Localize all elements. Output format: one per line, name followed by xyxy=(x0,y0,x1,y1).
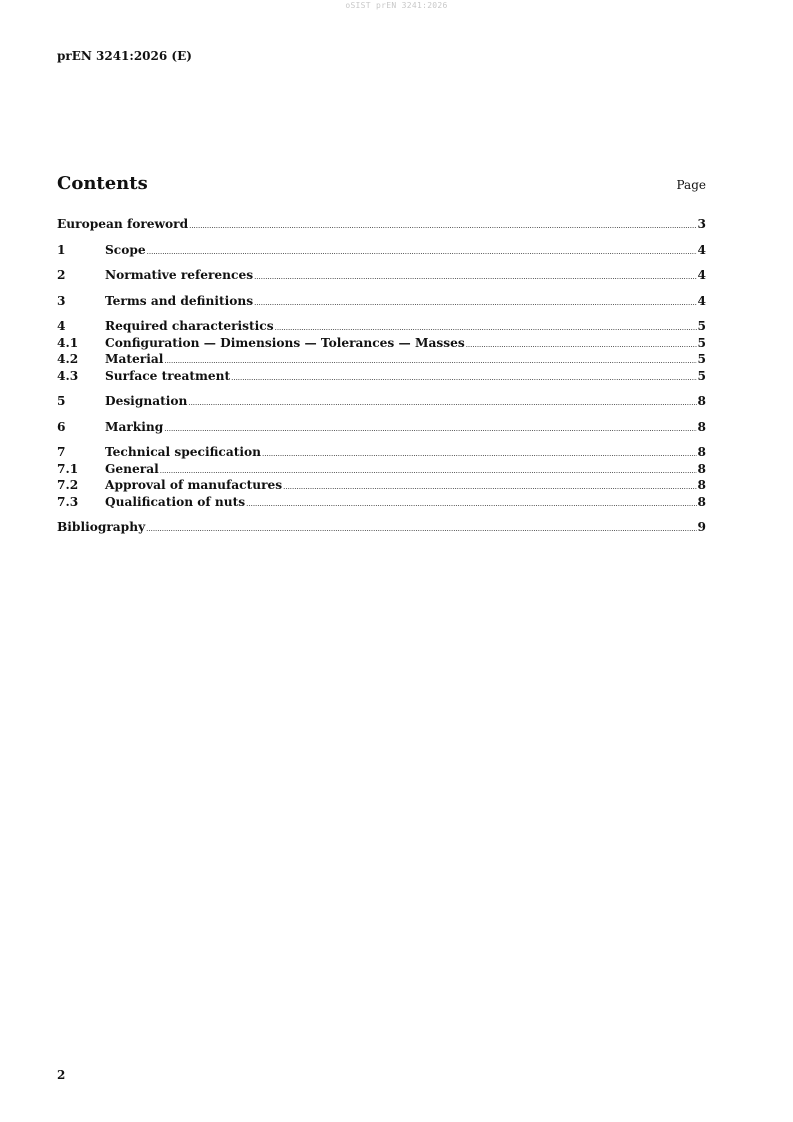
toc-entry[interactable] xyxy=(57,419,706,436)
toc-entry[interactable] xyxy=(57,368,706,385)
toc-entry-page: 4 xyxy=(697,242,706,257)
toc-entry-title: Surface treatment xyxy=(105,368,231,383)
toc-entry-title: Qualification of nuts xyxy=(105,494,246,509)
toc-entry[interactable] xyxy=(57,477,706,494)
toc-entry[interactable] xyxy=(57,444,706,461)
toc-entry-title: Scope xyxy=(105,242,146,257)
toc-entry-page: 8 xyxy=(697,478,706,492)
toc-dot-leader xyxy=(147,244,697,261)
toc-entry-title: Configuration — Dimensions — Tolerances — Masses xyxy=(105,335,465,350)
toc-entry[interactable] xyxy=(57,393,706,410)
toc-entry-number: 4.2 xyxy=(57,352,79,366)
toc-entry-number: 7.1 xyxy=(57,461,79,476)
toc-dot-leader xyxy=(262,446,697,463)
toc-entry[interactable] xyxy=(57,242,706,259)
contents-title: Contents xyxy=(57,173,148,194)
toc-entry-title: Normative references xyxy=(105,268,254,282)
toc-dot-leader xyxy=(164,421,696,438)
toc-entry[interactable] xyxy=(57,461,706,478)
toc-dot-leader xyxy=(254,295,696,312)
toc-dot-leader xyxy=(254,269,696,286)
toc-entry-page: 8 xyxy=(697,419,706,434)
toc-entry-title: Technical specification xyxy=(105,445,262,459)
toc-dot-leader xyxy=(246,496,696,513)
toc-entry-number: 7.2 xyxy=(57,478,79,492)
toc-entry[interactable] xyxy=(57,351,706,368)
toc-entry[interactable] xyxy=(57,519,706,536)
toc-entry-title: Material xyxy=(105,352,164,366)
toc-dot-leader xyxy=(146,521,696,538)
toc-dot-leader xyxy=(283,479,696,496)
toc-entry-title: Bibliography xyxy=(57,520,146,534)
toc-entry-title: Terms and definitions xyxy=(105,293,254,308)
toc-entry-page: 5 xyxy=(697,352,706,366)
toc-entry-number: 4.3 xyxy=(57,368,79,383)
toc-entry-title: General xyxy=(105,461,159,476)
toc-entry-page: 3 xyxy=(697,217,706,231)
toc-dot-leader xyxy=(466,337,697,354)
toc-entry-page: 5 xyxy=(697,335,706,350)
toc-entry-title: Designation xyxy=(105,394,188,408)
toc-entry-number: 5 xyxy=(57,394,66,408)
toc-entry-title: Required characteristics xyxy=(105,319,274,333)
page-column-label: Page xyxy=(676,178,706,192)
page-number: 2 xyxy=(57,1068,66,1082)
toc-entry-page: 9 xyxy=(697,520,706,534)
toc-entry-title: Approval of manufactures xyxy=(105,478,283,492)
toc-entry-page: 8 xyxy=(697,394,706,408)
toc-entry-number: 6 xyxy=(57,419,66,434)
toc-entry-number: 4 xyxy=(57,319,66,333)
table-of-contents xyxy=(57,216,706,536)
toc-entry-number: 7 xyxy=(57,445,66,459)
toc-entry-page: 5 xyxy=(697,368,706,383)
toc-dot-leader xyxy=(189,218,696,235)
toc-entry[interactable] xyxy=(57,318,706,335)
toc-entry-number: 4.1 xyxy=(57,335,79,350)
toc-entry-number: 7.3 xyxy=(57,494,79,509)
toc-entry-page: 8 xyxy=(697,494,706,509)
toc-entry[interactable] xyxy=(57,293,706,310)
toc-entry-page: 5 xyxy=(697,319,706,333)
toc-dot-leader xyxy=(188,395,696,412)
document-id-header: prEN 3241:2026 (E) xyxy=(57,49,192,63)
toc-entry[interactable] xyxy=(57,216,706,233)
toc-entry-title: European foreword xyxy=(57,217,189,231)
toc-dot-leader xyxy=(164,353,696,370)
toc-entry-number: 3 xyxy=(57,293,66,308)
toc-dot-leader xyxy=(231,370,696,387)
toc-entry[interactable] xyxy=(57,267,706,284)
toc-entry[interactable] xyxy=(57,494,706,511)
toc-entry-page: 4 xyxy=(697,293,706,308)
toc-entry-page: 8 xyxy=(697,445,706,459)
toc-entry-number: 1 xyxy=(57,242,66,257)
toc-entry[interactable] xyxy=(57,335,706,352)
toc-entry-number: 2 xyxy=(57,268,66,282)
toc-entry-page: 8 xyxy=(697,461,706,476)
toc-entry-title: Marking xyxy=(105,419,164,434)
toc-entry-page: 4 xyxy=(697,268,706,282)
watermark: oSIST prEN 3241:2026 xyxy=(345,1,448,10)
